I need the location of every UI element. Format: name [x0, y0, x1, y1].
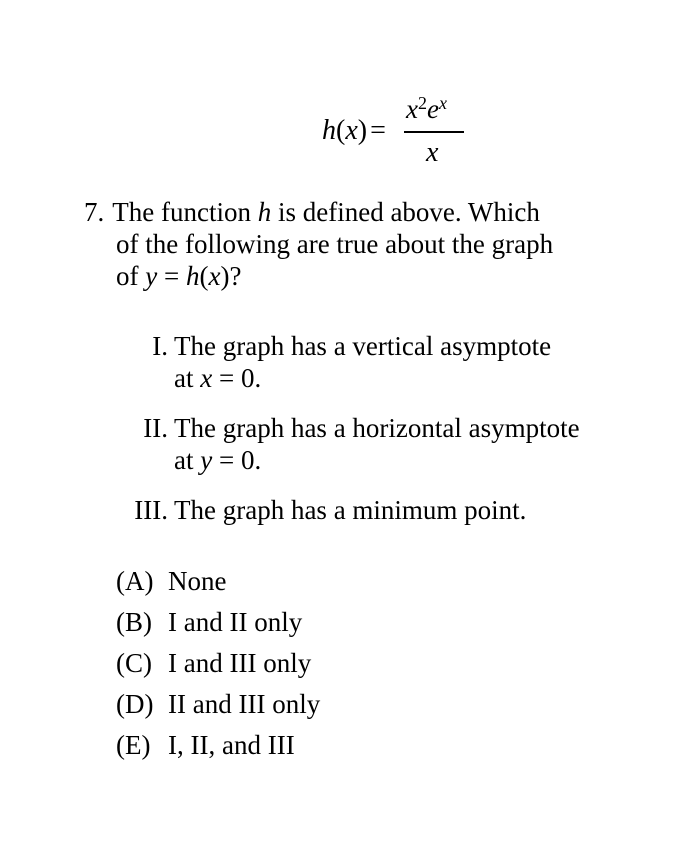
question-open-paren: (: [199, 261, 209, 291]
choice-label: (C): [116, 648, 152, 678]
question-text-part: is defined above. Which: [271, 197, 540, 227]
choice-d[interactable]: [116, 688, 320, 720]
statement-var: y: [200, 445, 213, 475]
formula-lhs: [322, 117, 386, 145]
formula-numerator: [406, 93, 447, 124]
question-text-part: of: [116, 261, 146, 291]
statement-text-line2: [174, 362, 261, 394]
statement-text-part: = 0.: [212, 445, 262, 475]
formula-var: x: [345, 115, 358, 146]
statement-numeral: III.: [134, 495, 168, 525]
choice-text: I and II only: [168, 607, 303, 637]
choice-label: (B): [116, 607, 152, 637]
question-line-2: of the following are true about the graph: [116, 229, 554, 259]
formula-close-paren: ): [357, 115, 368, 146]
numerator-base: x: [406, 94, 418, 124]
statement-text: The graph has a horizontal asymptote: [174, 413, 580, 443]
numerator-e: e: [426, 94, 439, 124]
statement-text-part: = 0.: [212, 363, 262, 393]
question-var-h: h: [257, 197, 272, 227]
choice-b[interactable]: [116, 606, 302, 638]
choice-text: I, II, and III: [168, 730, 295, 760]
choice-text: II and III only: [168, 689, 321, 719]
statement-text-part: at: [174, 363, 201, 393]
statement-numeral: II.: [143, 413, 168, 443]
choice-label: (D): [116, 689, 154, 719]
formula-denominator: x: [426, 137, 439, 168]
statement-text-line2: [174, 444, 261, 476]
choice-a[interactable]: [116, 565, 226, 597]
question-var-x: x: [208, 261, 221, 291]
formula-open-paren: (: [336, 115, 346, 146]
formula-func-name: h: [322, 115, 336, 146]
question-var-y: y: [145, 261, 158, 291]
statement-text: The graph has a vertical asymptote: [174, 331, 552, 361]
numerator-e-exponent: x: [438, 93, 447, 113]
question-var-h: h: [185, 261, 200, 291]
fraction-bar: [404, 131, 464, 133]
function-definition: [322, 86, 482, 176]
statement-text: The graph has a minimum point.: [174, 495, 527, 525]
choice-label: (E): [116, 730, 151, 760]
numerator-exponent: 2: [417, 93, 427, 113]
statement-text-part: at: [174, 445, 201, 475]
question-line-3: [116, 260, 241, 292]
choice-c[interactable]: [116, 647, 311, 679]
choice-e[interactable]: [116, 729, 295, 761]
question-line-1: [84, 196, 540, 228]
choice-label: (A): [116, 566, 154, 596]
question-number: 7.: [84, 197, 105, 227]
statement-var: x: [200, 363, 213, 393]
question-close-paren: )?: [220, 261, 242, 291]
question-text-part: The function: [112, 197, 258, 227]
formula-equals: =: [370, 115, 386, 146]
statement-numeral: I.: [152, 331, 168, 361]
choice-text: I and III only: [168, 648, 312, 678]
question-equals: =: [157, 261, 186, 291]
choice-text: None: [168, 566, 227, 596]
